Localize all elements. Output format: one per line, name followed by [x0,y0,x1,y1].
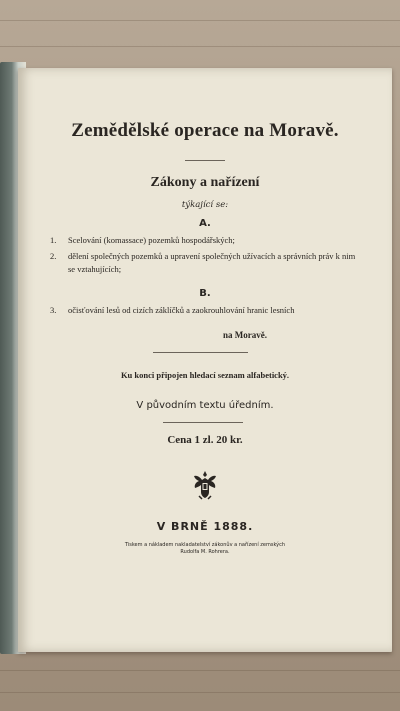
printer-line-1: Tiskem a nákladem nakladatelství zákonův a nařízení zemských [124,542,286,548]
divider-low [163,422,243,423]
item-text: očisťování lesů od cizích záklíčků a zaokrouhlování hranic lesních [68,305,295,315]
divider-top [185,160,225,161]
list-item [50,304,358,317]
item-number: 2. [50,251,57,261]
city-year: V BRNĚ 1888. [156,520,254,533]
original-text-note: V původním textu úředním. [136,400,274,411]
item-number: 3. [50,305,57,315]
price: Cena 1 zl. 20 kr. [167,434,243,446]
section-a-letter: A. [199,218,211,229]
item-text: Scelování (komassace) pozemků hospodářských; [68,235,235,245]
double-headed-eagle-icon [188,468,222,502]
subtitle: Zákony a nařízení [150,175,260,190]
divider-mid [153,352,248,353]
title-page [18,68,392,652]
printer-line-2: Rudolfa M. Rohrera. [180,549,230,555]
section-b-letter: B. [199,288,211,299]
list-item [50,250,358,276]
item-number: 1. [50,235,57,245]
item-text: dělení společných pozemků a upravení společných užívacích a správních práv k nim se vztahujících; [68,251,356,274]
list-item [50,234,358,247]
subtitle-sub: týkající se: [181,200,229,210]
region-line: na Moravě. [223,330,267,340]
page-title: Zemědělské operace na Moravě. [71,120,339,141]
index-note: Ku konci připojen hledací seznam alfabetický. [120,370,290,380]
